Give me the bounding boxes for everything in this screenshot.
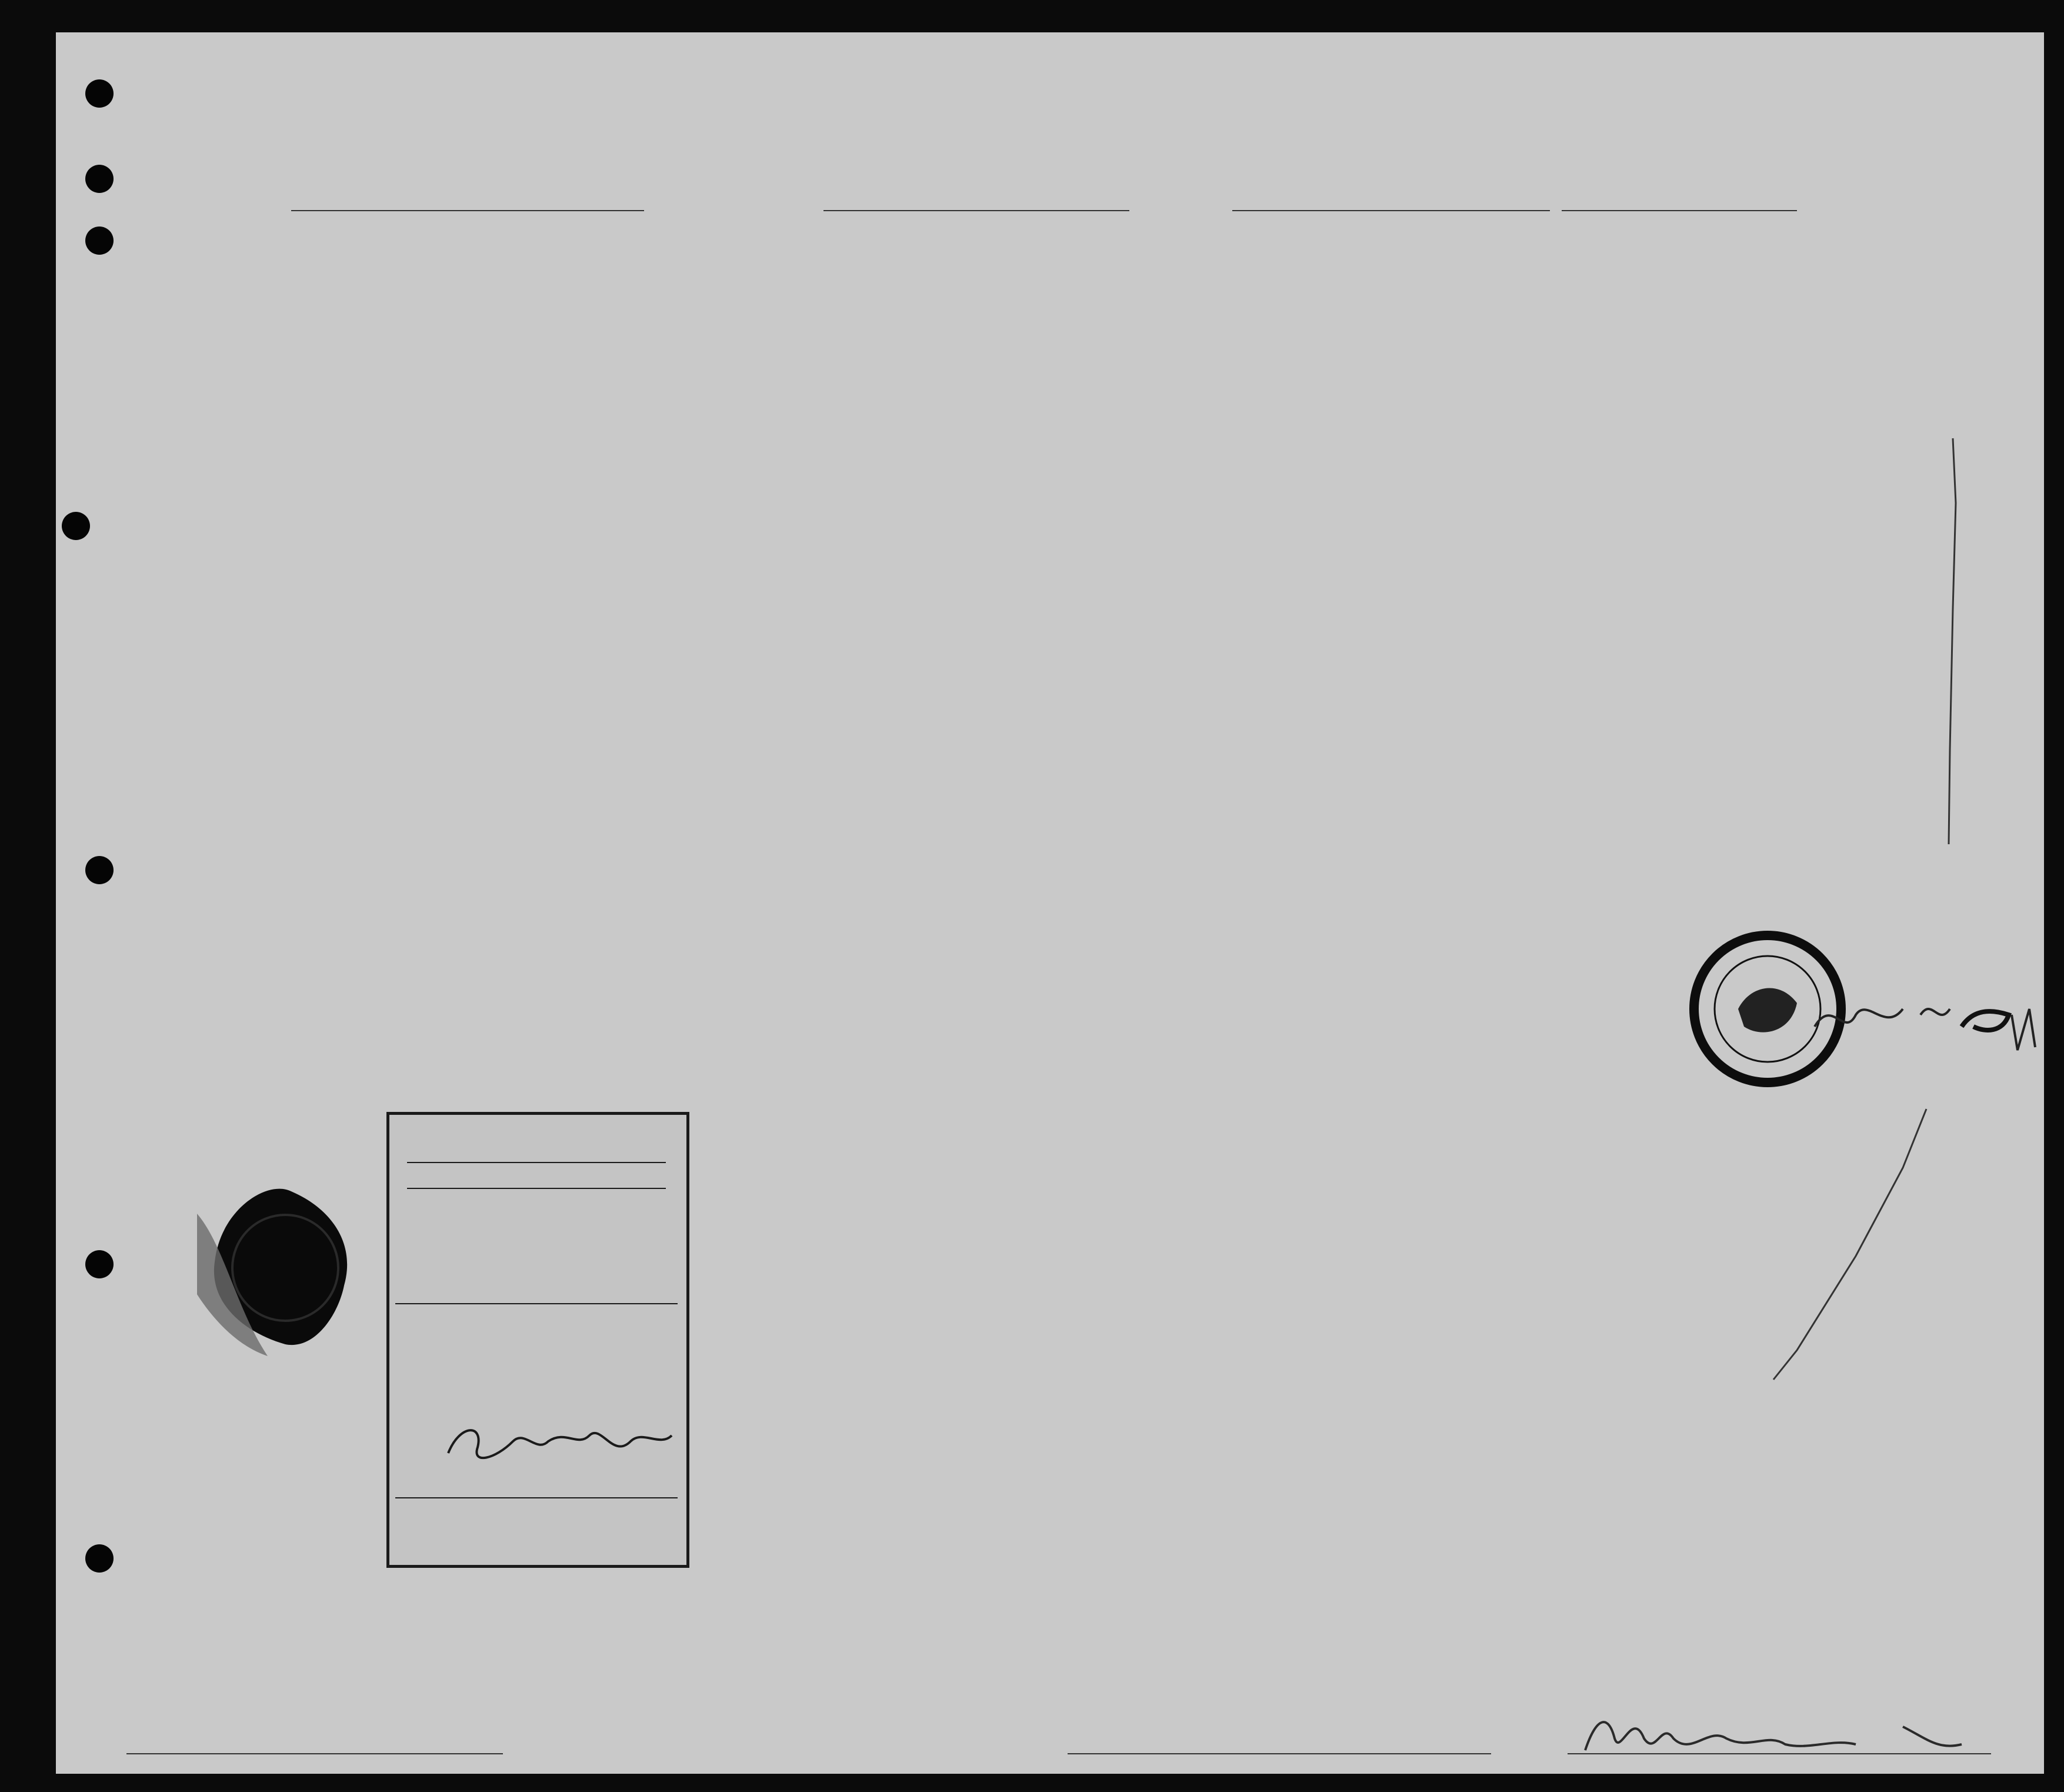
embossed-seal bbox=[197, 1156, 397, 1368]
visa-divider bbox=[407, 1162, 666, 1163]
handwritten-annotation bbox=[1809, 974, 2044, 1068]
nonimmigrant-visa-stamp bbox=[386, 1112, 689, 1568]
manifest-sheet bbox=[56, 32, 2044, 1774]
visa-divider bbox=[407, 1188, 666, 1189]
crew-table bbox=[56, 32, 2044, 1774]
visa-divider bbox=[395, 1303, 678, 1304]
inspector-diagonal-marks bbox=[1762, 432, 2044, 1385]
agents-underline bbox=[1068, 1753, 1491, 1754]
officer-signature bbox=[1573, 1703, 1985, 1762]
visa-divider bbox=[395, 1497, 678, 1498]
consul-signature bbox=[436, 1412, 683, 1477]
line-underline bbox=[126, 1753, 503, 1754]
